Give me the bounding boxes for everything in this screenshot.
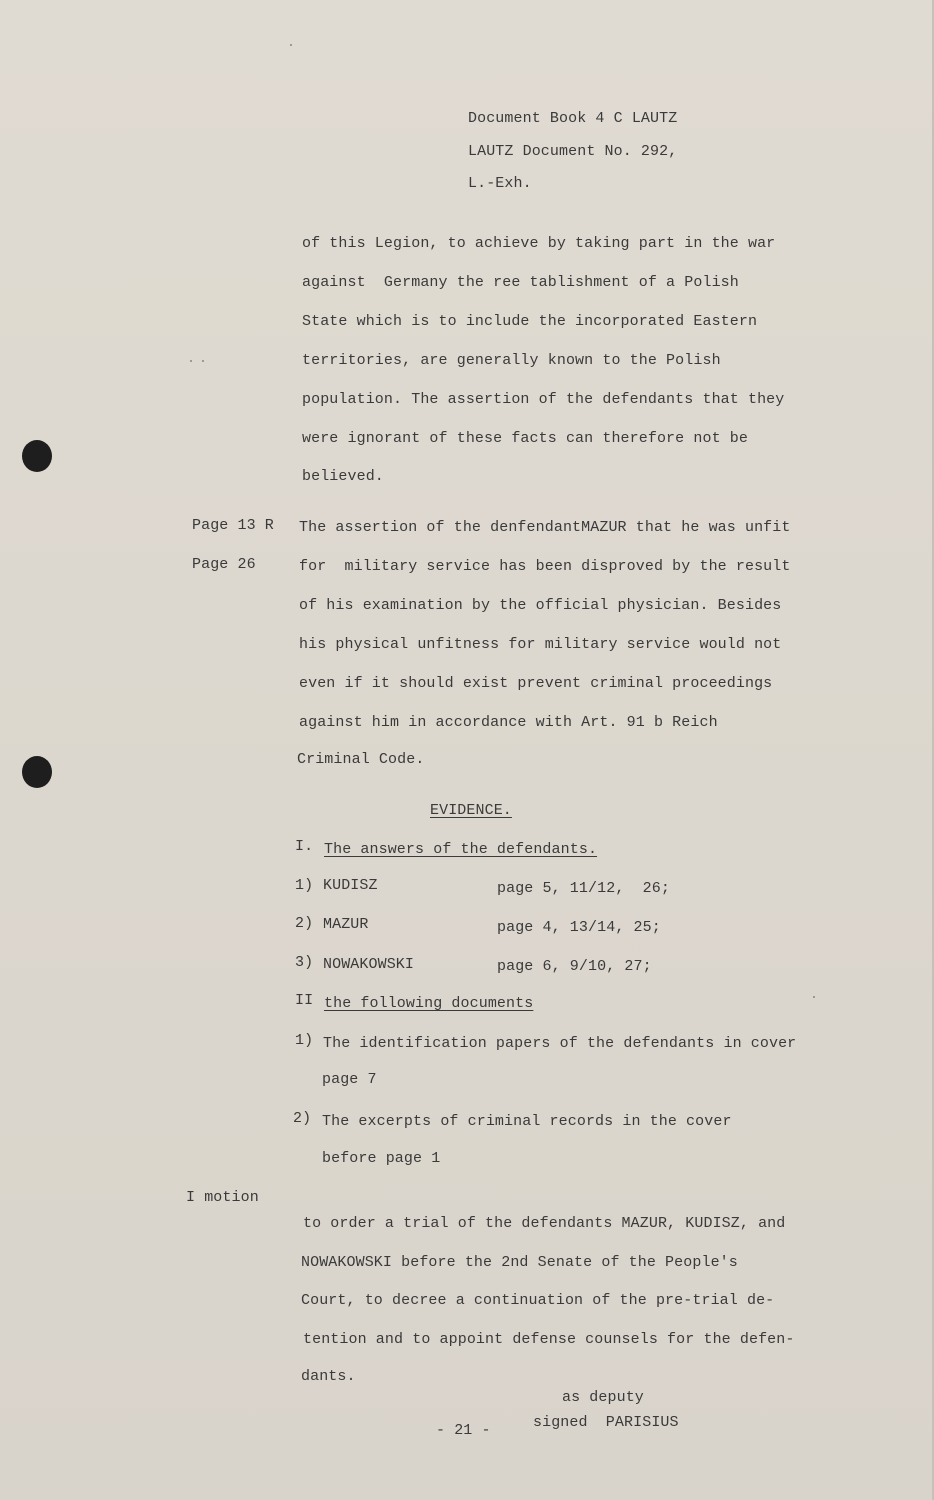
- para2-line: The assertion of the denfendantMAZUR that he was unfit: [299, 519, 791, 536]
- punch-hole-bottom: [22, 756, 52, 788]
- paper-speck: [202, 360, 204, 362]
- defendant-pages: page 4, 13/14, 25;: [497, 919, 661, 936]
- para1-line: believed.: [302, 468, 384, 485]
- defendant-number: 3): [295, 954, 314, 971]
- motion-line: Court, to decree a continuation of the pre-trial de-: [301, 1292, 775, 1309]
- section-1-title: The answers of the defendants.: [324, 841, 598, 858]
- para2-line: for military service has been disproved by the result: [299, 558, 791, 575]
- paper-speck: [190, 360, 192, 362]
- signature-deputy: as deputy: [562, 1389, 644, 1406]
- para2-line: even if it should exist prevent criminal proceedings: [299, 675, 773, 692]
- evidence-heading: EVIDENCE.: [430, 802, 512, 819]
- defendant-number: 1): [295, 877, 314, 894]
- defendant-name: MAZUR: [323, 916, 369, 933]
- page-number: - 21 -: [436, 1422, 491, 1439]
- section-2-number: II: [295, 992, 314, 1009]
- document-2-number: 2): [293, 1110, 312, 1127]
- para1-line: were ignorant of these facts can therefore not be: [302, 430, 748, 447]
- defendant-pages: page 6, 9/10, 27;: [497, 958, 652, 975]
- para2-line: against him in accordance with Art. 91 b Reich: [299, 714, 718, 731]
- document-1-line-1: The identification papers of the defendants in cover: [323, 1035, 797, 1052]
- header-line-3: L.-Exh.: [468, 175, 532, 192]
- para2-line: of his examination by the official physician. Besides: [299, 597, 782, 614]
- para2-line: his physical unfitness for military service would not: [299, 636, 782, 653]
- header-line-2: LAUTZ Document No. 292,: [468, 143, 678, 160]
- section-1-number: I.: [295, 838, 314, 855]
- motion-line: NOWAKOWSKI before the 2nd Senate of the People's: [301, 1254, 738, 1271]
- motion-line: dants.: [301, 1368, 356, 1385]
- para1-line: territories, are generally known to the Polish: [302, 352, 721, 369]
- para2-line: Criminal Code.: [297, 751, 425, 768]
- para1-line: population. The assertion of the defendants that they: [302, 391, 785, 408]
- para1-line: State which is to include the incorporated Eastern: [302, 313, 758, 330]
- header-line-1: Document Book 4 C LAUTZ: [468, 110, 678, 127]
- defendant-pages: page 5, 11/12, 26;: [497, 880, 670, 897]
- signature-signed: signed PARISIUS: [533, 1414, 679, 1431]
- defendant-name: NOWAKOWSKI: [323, 956, 415, 973]
- motion-line: tention and to appoint defense counsels for the defen-: [303, 1331, 795, 1348]
- document-1-number: 1): [295, 1032, 314, 1049]
- motion-line: to order a trial of the defendants MAZUR, KUDISZ, and: [303, 1215, 786, 1232]
- margin-page-ref-2: Page 26: [192, 556, 256, 573]
- document-2-line-2: before page 1: [322, 1150, 441, 1167]
- margin-page-ref-1: Page 13 R: [192, 517, 274, 534]
- defendant-number: 2): [295, 915, 314, 932]
- defendant-name: KUDISZ: [323, 877, 378, 894]
- motion-label: I motion: [186, 1189, 259, 1206]
- document-1-line-2: page 7: [322, 1071, 377, 1088]
- paper-speck: [290, 44, 292, 46]
- document-2-line-1: The excerpts of criminal records in the cover: [322, 1113, 732, 1130]
- para1-line: of this Legion, to achieve by taking part in the war: [302, 235, 776, 252]
- punch-hole-top: [22, 440, 52, 472]
- section-2-title: the following documents: [324, 995, 534, 1012]
- para1-line: against Germany the ree tablishment of a Polish: [302, 274, 739, 291]
- paper-speck: [813, 996, 815, 998]
